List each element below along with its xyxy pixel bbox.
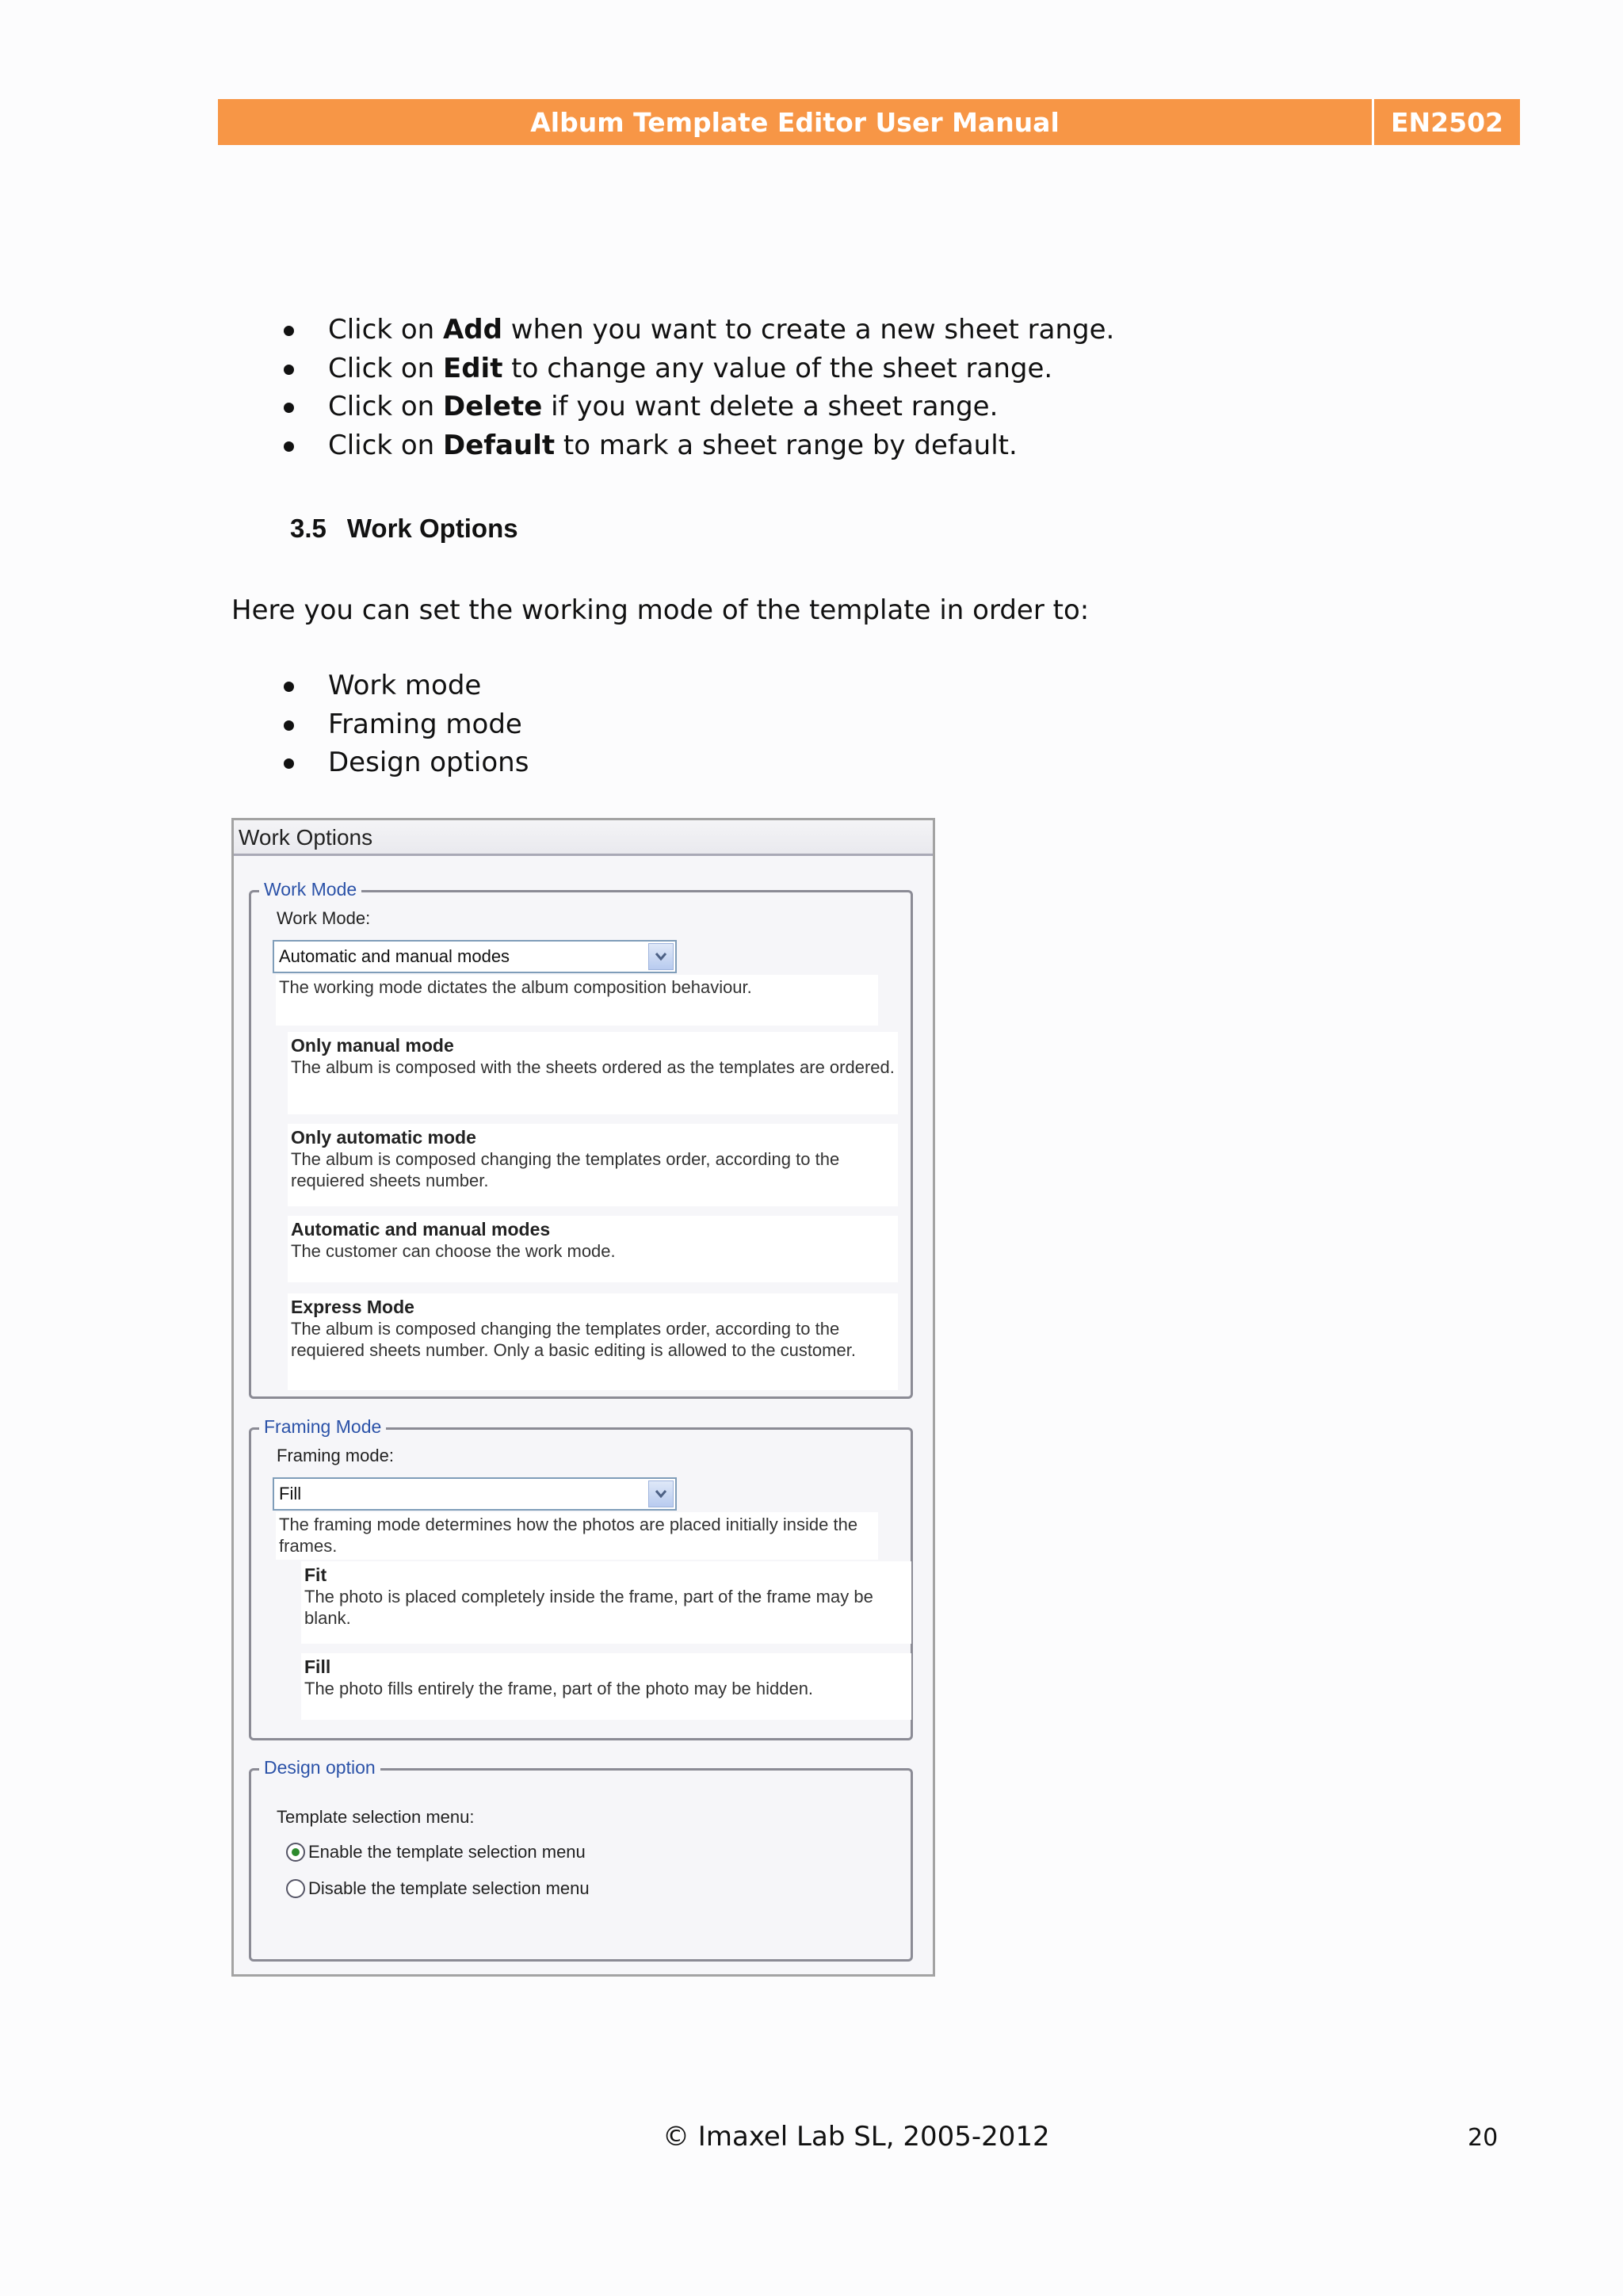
framing-mode-group — [249, 1416, 913, 1740]
document-code: EN2502 — [1390, 106, 1503, 138]
mode-description: The album is composed changing the templates order, according to the requiered sheets number. — [291, 1149, 840, 1190]
mode-card — [288, 1216, 898, 1282]
dialog-title: Work Options — [234, 820, 933, 856]
work-options-dialog — [231, 818, 935, 1977]
framing-mode-label: Framing mode: — [277, 1446, 394, 1465]
enable-template-menu-radio[interactable] — [286, 1840, 586, 1864]
mode-description: The photo fills entirely the frame, part of the photo may be hidden. — [304, 1679, 814, 1698]
mode-title: Automatic and manual modes — [291, 1219, 551, 1240]
bullet-icon — [284, 758, 294, 769]
list-item: Click on Delete if you want delete a sheet range. — [328, 388, 1114, 426]
mode-card — [301, 1653, 911, 1720]
work-mode-description: The working mode dictates the album composition behaviour. — [276, 975, 878, 1026]
intro-paragraph: Here you can set the working mode of the template in order to: — [231, 594, 1090, 626]
framing-mode-legend: Framing Mode — [259, 1416, 386, 1438]
bullet-icon — [284, 441, 294, 452]
list-item: Design options — [328, 743, 529, 782]
framing-mode-description: The framing mode determines how the photos are placed initially inside the frames. — [276, 1512, 878, 1560]
list-item: Work mode — [328, 667, 529, 705]
work-mode-select[interactable] — [273, 940, 677, 973]
design-option-legend: Design option — [259, 1757, 380, 1778]
bullet-icon — [284, 720, 294, 731]
mode-description: The photo is placed completely inside the frame, part of the frame may be blank. — [304, 1587, 873, 1628]
mode-description: The album is composed with the sheets ordered as the templates are ordered. — [291, 1057, 895, 1077]
document-title: Album Template Editor User Manual — [530, 106, 1060, 138]
list-item: Click on Default to mark a sheet range by default. — [328, 426, 1114, 465]
work-mode-group — [249, 879, 913, 1399]
mode-title: Express Mode — [291, 1297, 414, 1317]
mode-description: The album is composed changing the templates order, according to the requiered sheets number. Only a basic editing is allowed to the customer. — [291, 1319, 856, 1360]
mode-title: Fill — [304, 1656, 331, 1677]
mode-card — [288, 1293, 898, 1390]
mode-description: The customer can choose the work mode. — [291, 1241, 616, 1261]
bullet-icon — [284, 365, 294, 375]
list-item: Click on Edit to change any value of the sheet range. — [328, 350, 1114, 388]
list-item: Click on Add when you want to create a new sheet range. — [328, 311, 1114, 350]
radio-unchecked-icon[interactable] — [286, 1879, 305, 1898]
section-title: Work Options — [346, 514, 518, 543]
template-selection-label: Template selection menu: — [277, 1807, 475, 1827]
options-list — [328, 667, 529, 782]
disable-template-menu-radio[interactable] — [286, 1877, 590, 1901]
radio-label: Enable the template selection menu — [308, 1842, 586, 1862]
bullet-icon — [284, 682, 294, 692]
list-item: Framing mode — [328, 705, 529, 744]
mode-title: Only manual mode — [291, 1035, 454, 1056]
copyright-footer: © Imaxel Lab SL, 2005-2012 — [663, 2121, 1050, 2153]
radio-label: Disable the template selection menu — [308, 1878, 590, 1898]
bullet-icon — [284, 326, 294, 336]
mode-card — [301, 1561, 911, 1644]
mode-card — [288, 1124, 898, 1206]
framing-mode-select[interactable] — [273, 1477, 677, 1511]
page-header — [218, 99, 1520, 145]
mode-card — [288, 1032, 898, 1114]
design-option-group — [249, 1757, 913, 1962]
section-number: 3.5 — [290, 514, 327, 543]
framing-mode-selected-value: Fill — [279, 1484, 302, 1503]
button-instructions-list — [328, 311, 1114, 464]
work-mode-label: Work Mode: — [277, 908, 371, 928]
work-mode-legend: Work Mode — [259, 879, 361, 900]
chevron-down-icon[interactable] — [648, 943, 674, 970]
page-number: 20 — [1468, 2124, 1499, 2152]
section-heading — [290, 514, 518, 544]
mode-title: Only automatic mode — [291, 1127, 476, 1148]
bullet-icon — [284, 403, 294, 413]
work-mode-selected-value: Automatic and manual modes — [279, 946, 510, 966]
radio-checked-icon[interactable] — [286, 1843, 305, 1862]
mode-title: Fit — [304, 1564, 327, 1585]
chevron-down-icon[interactable] — [648, 1480, 674, 1507]
